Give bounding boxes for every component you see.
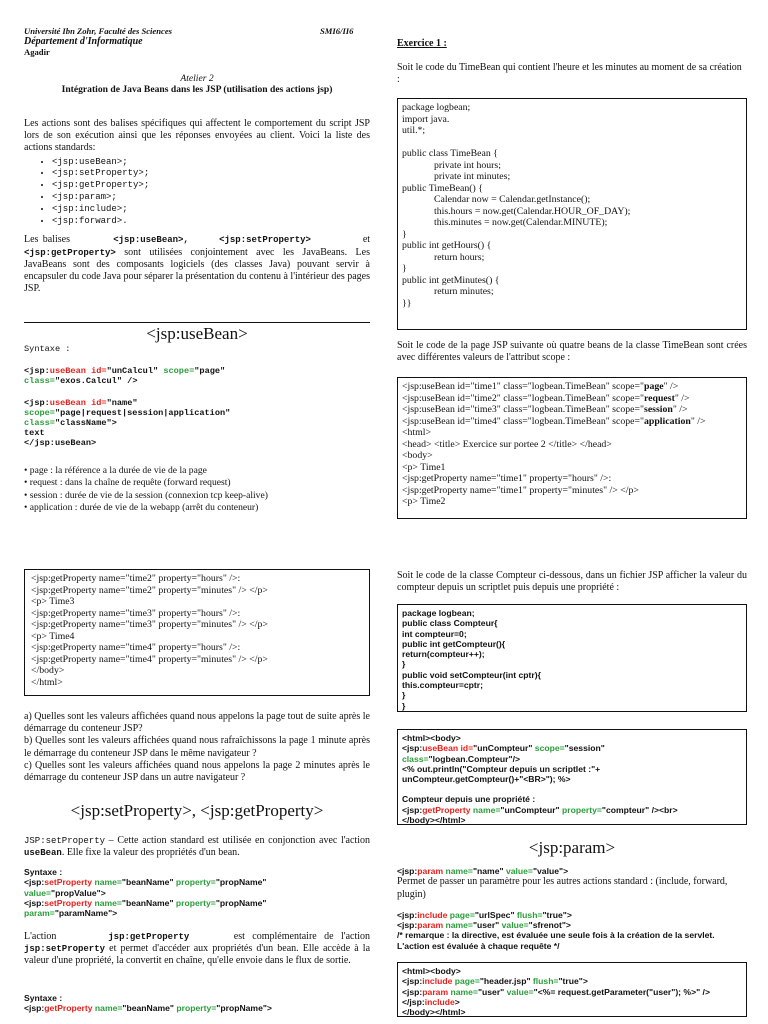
code-line: <p> Time2 — [402, 496, 446, 507]
jsp-code-box — [397, 377, 747, 519]
questions-section — [24, 711, 370, 784]
code-line: <jsp:include page="header.jsp" flush="true"> — [402, 976, 588, 987]
code-line: <jsp:param name="user" value="<%= request.getParameter("user"); %>" /> — [402, 986, 710, 997]
code-line: public int getMinutes() { — [402, 274, 500, 286]
code-line: } — [402, 659, 406, 670]
code-line: <jsp:getProperty name="time4" property="minutes" /> </p> — [31, 653, 268, 665]
code-line: <jsp:useBean id="unCalcul" scope="page" — [24, 366, 226, 376]
code-line: <jsp:useBean id="time1" class="logbean.TimeBean" scope="page" /> — [402, 381, 679, 392]
code-line: <html><body> — [402, 966, 461, 976]
divider — [24, 322, 370, 323]
code-line: </body></html> — [402, 815, 466, 826]
code-line: package logbean; — [402, 102, 471, 113]
list-item: • request : dans la chaîne de requête (forward request) — [24, 477, 231, 489]
department-name: Département d'Informatique — [24, 35, 143, 47]
doc-title: Intégration de Java Beans dans les JSP (utilisation des actions jsp) — [61, 84, 333, 95]
code-line: }} — [402, 297, 412, 309]
list-item: • <jsp:getProperty>; — [52, 180, 370, 192]
code-line: <% out.println("Compteur depuis un scriptlet :"+ — [402, 763, 601, 774]
code-line: scope="page|request|session|application" — [24, 408, 231, 418]
compteur-intro: Soit le code de la classe Compteur ci-dessous, dans un fichier JSP afficher la valeur du compteur depuis un scriptlet puis depuis une propriété : — [397, 570, 747, 594]
question-a: a) Quelles sont les valeurs affichées quand nous appelons la page tout de suite après le démarrage du conteneur JSP? — [24, 711, 370, 735]
code-line: </body> — [31, 665, 65, 676]
syntax-label: Syntaxe : — [24, 344, 71, 354]
code-line: class="exos.Calcul" /> — [24, 376, 138, 386]
code-line: } — [402, 700, 406, 711]
code-line: package logbean; — [402, 608, 475, 618]
scope-list — [24, 465, 370, 514]
code-line: </body></html> — [402, 1007, 466, 1018]
code-line: param="paramName"> — [24, 908, 118, 919]
code-line: </html> — [31, 676, 63, 688]
usebean-heading: <jsp:useBean> — [146, 324, 248, 343]
code-line: <jsp:useBean id="name" — [24, 398, 138, 408]
compteur-code-box — [397, 604, 747, 712]
university-name: Université Ibn Zohr, Faculté des Sciences — [24, 26, 173, 36]
code-line: <jsp:param name="name" value="value"> — [397, 866, 569, 876]
intro-section — [24, 118, 370, 295]
question-c: c) Quelles sont les valeurs affichées quand nous appelons la page 2 minutes après le démarrage du conteneur JSP dans un autre navigateur ? — [24, 759, 370, 784]
syntax-label: Syntaxe : — [24, 993, 63, 1003]
list-item: • <jsp:param>; — [52, 192, 370, 204]
exercise-section — [397, 38, 747, 87]
javabeans-paragraph: Les balises <jsp:useBean>, <jsp:setProperty> et <jsp:getProperty> sont utilisées conjointement avec les JavaBeans. Les JavaBeans sont des composants logiciels (des classes Java) pouvant servir à encapsuler du code Java pour séparer la présentation du contenu à l'intérieur des pages JSP. — [24, 234, 371, 295]
code-line: text — [24, 428, 45, 438]
code-line: import java. — [402, 113, 450, 125]
code-line: this.hours = now.get(Calendar.HOUR_OF_DAY); — [434, 205, 631, 217]
atelier-label: Atelier 2 — [180, 73, 214, 84]
code-line: return hours; — [434, 251, 485, 263]
code-line: public class TimeBean { — [402, 148, 498, 159]
code-line: class="logbean.Compteur"/> — [402, 753, 520, 764]
code-line: <jsp:useBean id="time2" class="logbean.TimeBean" scope="request" /> — [402, 392, 690, 404]
setproperty-description: JSP:setProperty – Cette action standard est utilisée en conjonction avec l'action useBean. Elle fixe la valeur des propriétés d'un bean. — [24, 835, 370, 859]
list-item: • application : durée de vie de la webapp (arrêt du conteneur) — [24, 501, 259, 513]
code-line: <p> Time4 — [31, 630, 75, 642]
getproperty-syntax — [24, 993, 370, 1014]
list-item: • page : la référence a la durée de vie de la page — [24, 465, 207, 476]
code-line: <jsp:useBean id="time4" class="logbean.TimeBean" scope="application" /> — [402, 415, 706, 427]
code-line: private int minutes; — [434, 171, 511, 182]
exercise-title: Exercice 1 : — [397, 38, 447, 49]
param-heading: <jsp:param> — [528, 838, 616, 857]
exercise-intro: Soit le code du TimeBean qui contient l'heure et les minutes au moment de sa création : — [397, 62, 742, 86]
code-line: <head> <title> Exercice sur portee 2 </title> </head> — [402, 438, 612, 450]
code-line: <jsp:setProperty name="beanName" property="propName" — [24, 877, 267, 888]
list-item: • <jsp:forward>. — [52, 216, 370, 228]
code-line: <jsp:getProperty name="time2" property="hours" />: — [31, 573, 241, 584]
code-line: <jsp:useBean id="unCompteur" scope="session" — [402, 743, 605, 754]
code-line: } — [402, 263, 407, 274]
usebean-syntax — [24, 344, 370, 448]
code-line: unCompteur.getCompteur()+"<BR>"); %> — [402, 774, 571, 785]
code-line: util.*; — [402, 125, 426, 136]
code-line: <jsp:getProperty name="time1" property="minutes" /> </p> — [402, 484, 639, 496]
code-line: <jsp:setProperty name="beanName" property="propName" — [24, 897, 267, 908]
timebean-code-box — [397, 98, 747, 330]
code-line: <jsp:getProperty name="time2" property="minutes" /> </p> — [31, 584, 268, 596]
code-line: return(compteur++); — [402, 649, 485, 660]
code-line: <jsp:getProperty name="beanName" property="propName"> — [24, 1003, 272, 1014]
code-line: </jsp:useBean> — [24, 438, 97, 448]
code-line: int compteur=0; — [402, 628, 467, 639]
getproperty-description: L'action jsp:getProperty est complémentaire de l'action jsp:setProperty et permet d'accéder aux propriétés d'un bean. Elle accède à la valeur d'une propriété, la convertit en chaîne, qu'elle envoie dans le flux de sortie. — [24, 931, 371, 967]
time-code-box — [24, 569, 370, 696]
code-line: this.compteur=cptr; — [402, 680, 483, 691]
code-line: <jsp:getProperty name="time4" property="hours" />: — [31, 642, 241, 653]
code-line: this.minutes = now.get(Calendar.MINUTE); — [434, 217, 608, 228]
code-line: <jsp:getProperty name="time1" property="hours" />: — [402, 473, 612, 484]
code-line: } — [402, 228, 407, 240]
code-line: } — [402, 690, 406, 701]
intro-paragraph: Les actions sont des balises spécifiques qui affectent le comportement du script JSP lors de son exécution ainsi que les réponses envoyées au client. Voici la liste des actions standards: — [24, 118, 370, 154]
jsp-intro: Soit le code de la page JSP suivante où quatre beans de la classe TimeBean sont crées avec différentes valeurs de l'attribut scope : — [397, 340, 747, 364]
syntax-label: Syntaxe : — [24, 867, 63, 877]
code-line: <html> — [402, 427, 432, 438]
setget-heading: <jsp:setProperty>, <jsp:getProperty> — [70, 801, 324, 820]
code-line: <jsp:include page="urlSpec" flush="true"> — [397, 909, 572, 920]
list-item: • <jsp:include>; — [52, 204, 370, 216]
code-line: public int getHours() { — [402, 240, 492, 251]
code-line: value="propValue"> — [24, 887, 106, 898]
doc-title-block — [24, 73, 370, 95]
code-line: public void setCompteur(int cptr){ — [402, 669, 541, 680]
code-line: private int hours; — [434, 159, 501, 171]
list-item: • <jsp:useBean>; — [52, 157, 370, 169]
code-line: <jsp:useBean id="time3" class="logbean.TimeBean" scope="session" /> — [402, 404, 688, 415]
code-line: <html><body> — [402, 733, 461, 743]
code-line: <jsp:getProperty name="unCompteur" property="compteur" /><br> — [402, 804, 678, 815]
list-item: • session : durée de vie de la session (connexion tcp keep-alive) — [24, 489, 268, 501]
code-line: <jsp:getProperty name="time3" property="hours" />: — [31, 607, 241, 619]
code-comment: /* remarque : la directive, est évaluée une seule fois à la création de la servlet. — [397, 930, 715, 941]
code-line: Compteur depuis une propriété : — [402, 794, 536, 805]
list-item: • <jsp:setProperty>; — [52, 168, 370, 180]
code-line: <p> Time1 — [402, 461, 446, 473]
code-line: public class Compteur{ — [402, 618, 498, 629]
code-line: <body> — [402, 450, 433, 461]
code-line: </jsp:include> — [402, 996, 460, 1007]
course-code: SMI6/II6 — [320, 26, 354, 36]
code-line: return minutes; — [434, 286, 494, 297]
code-line: <p> Time3 — [31, 596, 75, 607]
setproperty-syntax — [24, 867, 370, 918]
code-comment: L'action est évaluée à chaque requête */ — [397, 940, 560, 951]
code-line: Calendar now = Calendar.getInstance(); — [434, 194, 591, 205]
question-b: b) Quelles sont les valeurs affichées quand nous rafraîchissons la page 1 minute après le démarrage du conteneur JSP dans le même navigateur ? — [24, 735, 370, 759]
code-line: <jsp:param name="user" value="sfrenot"> — [397, 920, 571, 930]
code-line: class="className"> — [24, 418, 117, 428]
code-line — [402, 137, 742, 149]
code-line: <jsp:getProperty name="time3" property="minutes" /> </p> — [31, 619, 268, 630]
param-section — [397, 866, 747, 951]
code-line: public int getCompteur(){ — [402, 638, 506, 649]
doc-header — [24, 26, 370, 58]
code-line: public TimeBean() { — [402, 182, 483, 194]
actions-list — [24, 157, 370, 228]
param-description: Permet de passer un paramètre pour les autres actions standard : (include, forward, plugin) — [397, 876, 728, 900]
include-code-box — [397, 962, 747, 1017]
compteur-jsp-box — [397, 729, 747, 825]
city-name: Agadir — [24, 47, 50, 57]
